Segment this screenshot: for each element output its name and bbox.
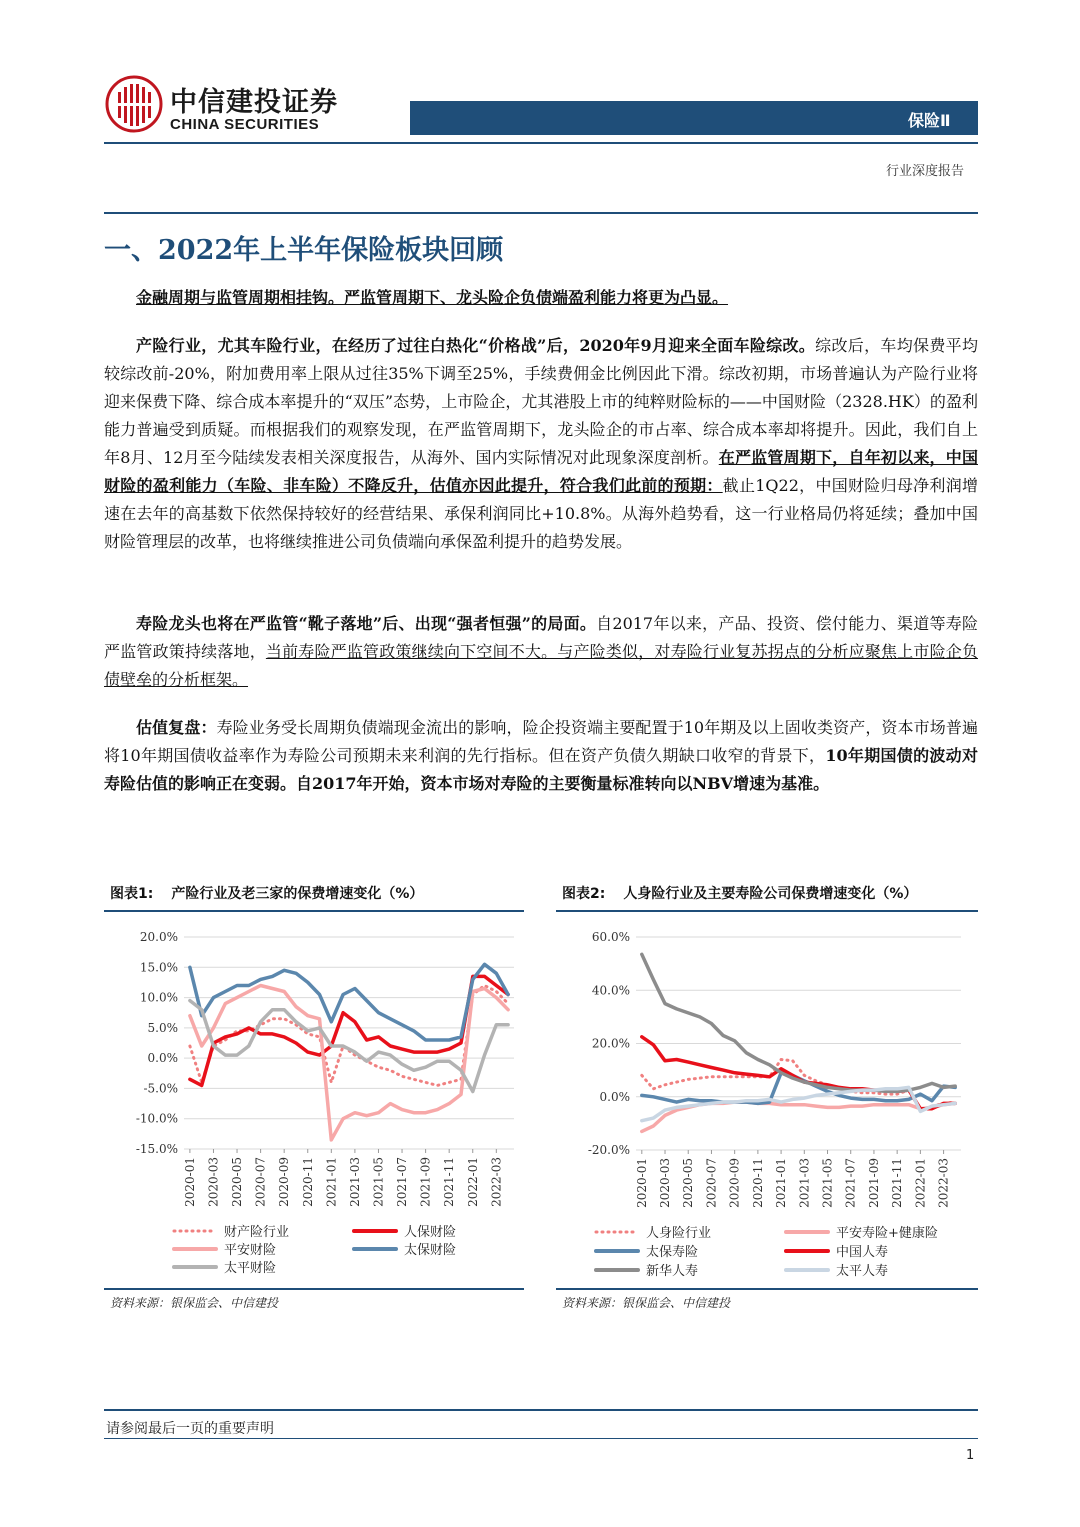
x-tick-label: 2020-01 — [634, 1158, 649, 1208]
x-tick-label: 2020-01 — [182, 1157, 197, 1207]
x-tick-label: 2021-01 — [324, 1157, 339, 1207]
header-rule — [104, 142, 978, 144]
legend-label: 平安寿险+健康险 — [836, 1226, 938, 1241]
legend-label: 人保财险 — [404, 1225, 457, 1240]
y-tick-label: 0.0% — [599, 1089, 630, 1104]
footer-disclaimer: 请参阅最后一页的重要声明 — [106, 1421, 274, 1437]
chart-2 — [556, 915, 978, 1285]
page-number: 1 — [966, 1448, 975, 1463]
y-tick-label: 15.0% — [139, 960, 178, 975]
x-tick-label: 2020-03 — [658, 1158, 673, 1208]
x-tick-label: 2021-03 — [797, 1158, 812, 1208]
chart-1 — [104, 915, 524, 1285]
x-tick-label: 2020-11 — [300, 1157, 315, 1207]
x-tick-label: 2021-05 — [371, 1157, 386, 1207]
report-type: 行业深度报告 — [886, 164, 965, 179]
x-tick-label: 2021-07 — [395, 1157, 410, 1207]
y-tick-label: 20.0% — [139, 930, 178, 944]
legend-label: 太保寿险 — [646, 1245, 699, 1260]
y-tick-label: -20.0% — [587, 1143, 630, 1157]
x-tick-label: 2022-01 — [465, 1157, 480, 1207]
header-rule-lower — [104, 212, 978, 214]
sector-label: 保险Ⅱ — [908, 111, 951, 130]
figure-1-source: 资料来源：银保监会、中信建投 — [110, 1296, 279, 1310]
y-tick-label: 20.0% — [591, 1036, 630, 1051]
legend-label: 中国人寿 — [836, 1245, 889, 1260]
x-tick-label: 2021-07 — [843, 1158, 858, 1208]
p1-text: 金融周期与监管周期相挂钩。严监管周期下、龙头险企负债端盈利能力将更为凸显。 — [136, 288, 729, 307]
paragraph-4 — [104, 714, 978, 798]
figure-2-label: 图表2: — [562, 886, 606, 902]
figure-1-rule — [104, 910, 524, 912]
x-tick-label: 2020-07 — [253, 1157, 268, 1207]
paragraph-3 — [104, 610, 978, 694]
y-tick-label: 5.0% — [147, 1020, 178, 1035]
x-tick-label: 2020-05 — [230, 1157, 245, 1207]
p3-underlined: 当前寿险严监管政策继续向下空间不大。与产险类似，对寿险行业复苏拐点的分析应聚焦上市险企负债壁垒的分析框架。 — [104, 642, 978, 689]
y-tick-label: 10.0% — [139, 990, 178, 1005]
x-tick-label: 2021-03 — [347, 1157, 362, 1207]
y-tick-label: -10.0% — [135, 1111, 178, 1126]
x-tick-label: 2022-03 — [489, 1157, 504, 1207]
sector-banner — [410, 101, 978, 135]
y-tick-label: 0.0% — [147, 1051, 178, 1066]
paragraph-2 — [104, 332, 978, 556]
x-tick-label: 2022-01 — [913, 1158, 928, 1208]
p4-text1: 寿险业务受长周期负债端现金流出的影响，险企投资端主要配置于10年期及以上固收类资产，资本市场普遍将10年期国债收益率作为寿险公司预期未来利润的先行指标。但在资产负债久期缺口收窄的背景下， — [104, 718, 978, 765]
paragraph-1 — [104, 284, 978, 312]
series-line-0 — [642, 1060, 955, 1111]
legend-label: 太平人寿 — [836, 1264, 889, 1279]
x-tick-label: 2020-03 — [206, 1157, 221, 1207]
figure-1-label: 图表1: — [110, 886, 154, 902]
legend-label: 新华人寿 — [646, 1264, 699, 1279]
x-tick-label: 2020-07 — [704, 1158, 719, 1208]
legend-label: 财产险行业 — [224, 1225, 290, 1240]
legend-label: 太平财险 — [224, 1261, 277, 1276]
footer-rule-lower — [104, 1438, 978, 1439]
x-tick-label: 2021-09 — [418, 1157, 433, 1207]
legend-label: 太保财险 — [404, 1243, 457, 1258]
figure-1-title — [110, 883, 423, 903]
p2-text1: 综改后，车均保费平均较综改前-20%，附加费用率上限从过往35%下调至25%，手续费佣金比例因此下滑。综改初期，市场普遍认为产险行业将迎来保费下降、综合成本率提升的“双压”态势，上市险企，尤其港股上市的纯粹财险标的——中国财险（2328.HK）的盈利能力普遍受到质疑。而根据我们的观察发现，在严监管周期下，龙头险企的市占率、综合成本率却将提升。因此，我们自上年8月、12月至今陆续发表相关深度报告，从海外、国内实际情况对此现象深度剖析。 — [104, 336, 978, 467]
p3-text1: 自2017年以来，产品、投资、偿付能力、渠道等寿险严监管政策持续落地， — [104, 614, 978, 661]
section-title: 一、2022年上半年保险板块回顾 — [104, 235, 504, 266]
p2-bold-underlined: 在严监管周期下，自年初以来，中国财险的盈利能力（车险、非车险）不降反升，估值亦因此提升，符合我们此前的预期： — [104, 448, 978, 495]
figure-1-bottom-rule — [104, 1288, 524, 1290]
figure-1-caption: 产险行业及老三家的保费增速变化（%） — [171, 886, 424, 902]
footer-rule — [104, 1409, 978, 1411]
x-tick-label: 2020-09 — [727, 1158, 742, 1208]
x-tick-label: 2020-11 — [750, 1158, 765, 1208]
x-tick-label: 2021-09 — [866, 1158, 881, 1208]
x-tick-label: 2021-11 — [442, 1157, 457, 1207]
y-tick-label: 60.0% — [591, 930, 630, 944]
figure-2-bottom-rule — [556, 1288, 978, 1290]
p3-bold: 寿险龙头也将在严监管“靴子落地”后、出现“强者恒强”的局面。 — [136, 614, 597, 633]
logo-emblem-icon — [104, 74, 164, 134]
x-tick-label: 2020-09 — [277, 1157, 292, 1207]
brand-name-en: CHINA SECURITIES — [170, 116, 320, 133]
series-line-2 — [190, 986, 508, 1140]
y-tick-label: -5.0% — [143, 1081, 178, 1096]
legend-label: 人身险行业 — [646, 1226, 712, 1241]
y-tick-label: -15.0% — [135, 1142, 178, 1156]
brand-name-cn: 中信建投证券 — [170, 87, 338, 118]
x-tick-label: 2021-05 — [820, 1158, 835, 1208]
legend-label: 平安财险 — [224, 1243, 277, 1258]
p2-text2: 截止1Q22，中国财险归母净利润增速在去年的高基数下依然保持较好的经营结果、承保利润同比+10.8%。从海外趋势看，这一行业格局仍将延续；叠加中国财险管理层的改革，也将继续推进公司负债端向承保盈利提升的趋势发展。 — [104, 476, 978, 551]
figure-2-rule — [556, 910, 978, 912]
p2-bold: 产险行业，尤其车险行业，在经历了过往白热化“价格战”后，2020年9月迎来全面车险综改。 — [136, 336, 816, 355]
x-tick-label: 2020-05 — [681, 1158, 696, 1208]
figure-2-source: 资料来源：银保监会、中信建投 — [562, 1296, 731, 1310]
figure-2-caption: 人身险行业及主要寿险公司保费增速变化（%） — [623, 886, 918, 902]
series-line-3 — [190, 964, 508, 1040]
series-line-4 — [642, 954, 955, 1091]
x-tick-label: 2021-11 — [890, 1158, 905, 1208]
x-tick-label: 2022-03 — [936, 1158, 951, 1208]
company-logo — [104, 74, 164, 134]
p4-bold2: 10年期国债的波动对寿险估值的影响正在变弱。自2017年开始，资本市场对寿险的主要衡量标准转向以NBV增速为基准。 — [104, 746, 978, 793]
p4-bold1: 估值复盘： — [136, 718, 217, 737]
figure-2-title — [562, 883, 917, 903]
y-tick-label: 40.0% — [591, 983, 630, 998]
x-tick-label: 2021-01 — [774, 1158, 789, 1208]
